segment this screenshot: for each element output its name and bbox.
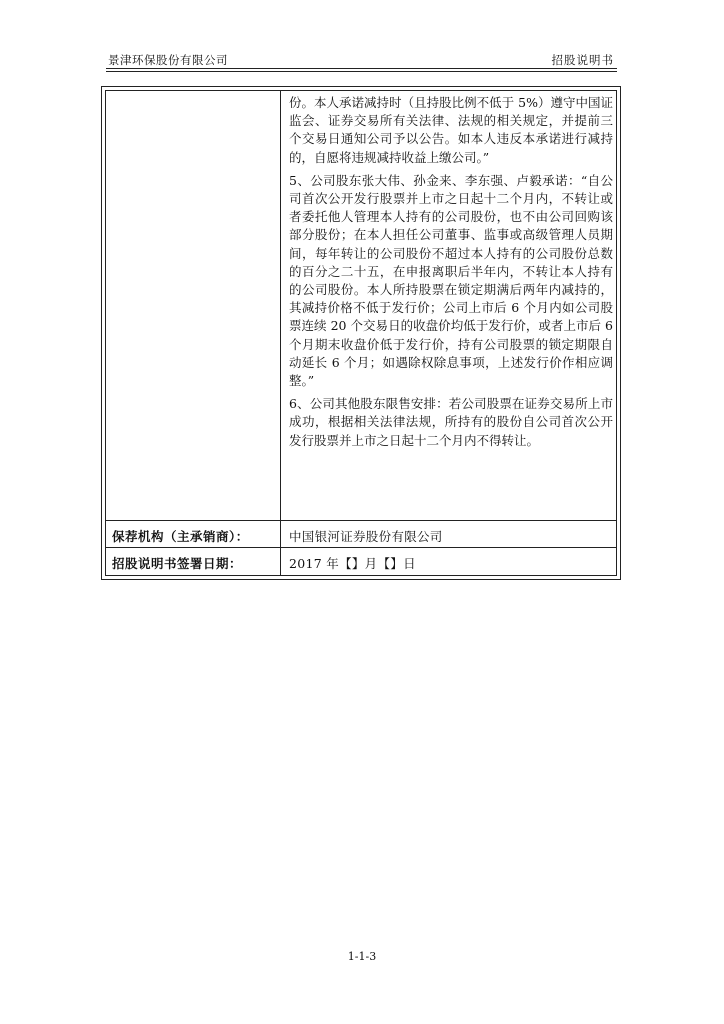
signing-date-label: 招股说明书签署日期： <box>112 556 243 571</box>
header-rule-thick <box>106 71 617 72</box>
paragraph: 5、公司股东张大伟、孙金来、李东强、卢毅承诺：“自公司首次公开发行股票并上市之日起十二个月内，不转让或者委托他人管理本人持有的公司股份，也不由公司回购该部分股份；在本人担任公司董事、监事或高级管理人员期间，每年转让的公司股份不超过本人持有的公司股份总数的百分之二十五，在申报离职后半年内，不转让本人持有的公司股份。本人所持股票在锁定期满后两年内减持的，其减持价格不低于发行价；公司上市后 6 个月内如公司股票连续 20 个交易日的收盘价均低于发行价，或者上市后 6 个月期末收盘价低于发行价，持有公司股票的锁定期限自动延长 6 个月；如遇除权除息事项，上述发行价作相应调整。” <box>289 172 613 389</box>
table-row-divider <box>106 547 616 548</box>
signing-date-value: 2017 年【】月【】日 <box>289 556 416 571</box>
page-header-company: 景津环保股份有限公司 <box>108 53 228 67</box>
table-column-divider <box>280 91 281 575</box>
info-table <box>101 86 621 580</box>
header-rule-thin <box>106 68 617 69</box>
table-row-divider <box>106 520 616 521</box>
sponsor-label: 保荐机构（主承销商）： <box>112 529 249 544</box>
paragraph: 6、公司其他股东限售安排：若公司股票在证券交易所上市成功，根据相关法律法规，所持有的股份自公司首次公开发行股票并上市之日起十二个月内不得转让。 <box>289 396 613 448</box>
page-number: 1-1-3 <box>347 950 377 963</box>
page-header-doc-type: 招股说明书 <box>551 53 614 67</box>
lockup-commitments-text <box>289 94 613 455</box>
paragraph: 份。本人承诺减持时（且持股比例不低于 5%）遵守中国证监会、证券交易所有关法律、法规的相关规定，并提前三个交易日通知公司予以公告。如本人违反本承诺进行减持的，自愿将违规减持收益上缴公司。” <box>289 95 613 165</box>
info-table-inner <box>105 90 617 576</box>
sponsor-value: 中国银河证券股份有限公司 <box>289 529 443 544</box>
